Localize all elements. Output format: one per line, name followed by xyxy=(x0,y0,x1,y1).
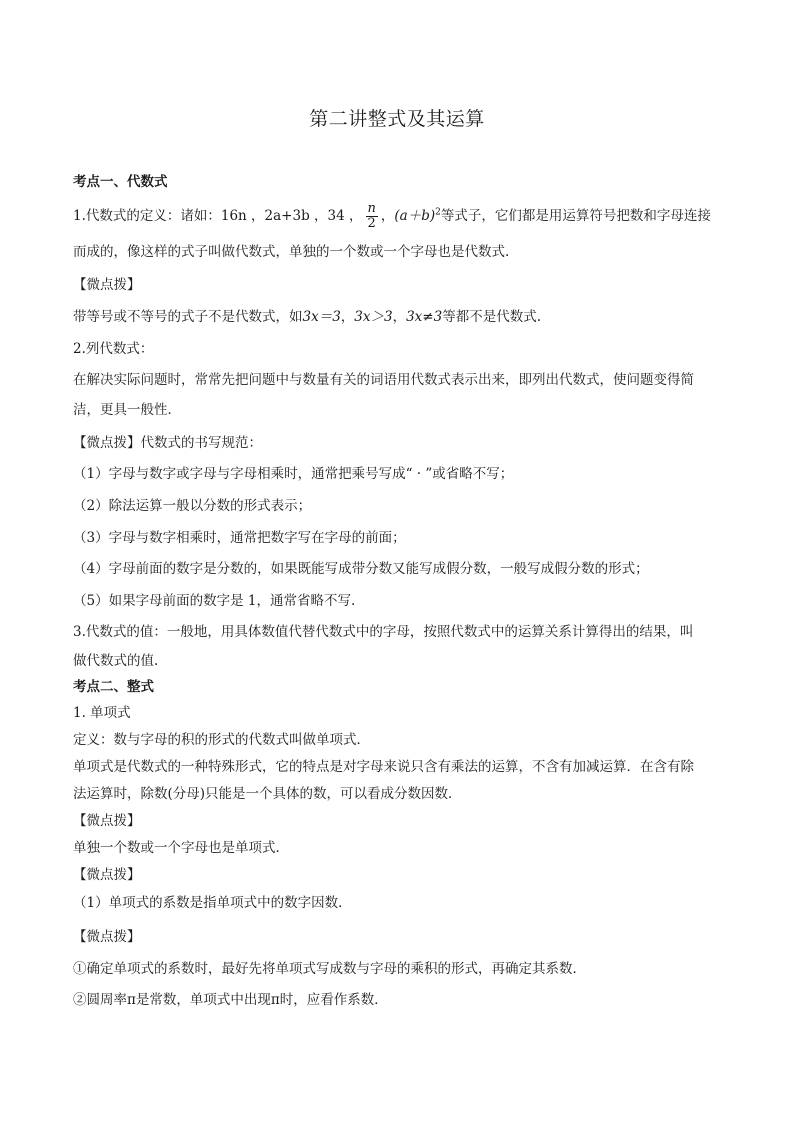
coefficient-definition: （1）单项式的系数是指单项式中的数字因数． xyxy=(73,895,352,911)
monomial-paragraph-1: 单项式是代数式的一种特殊形式，它的特点是对字母来说只含有乘法的运算，不含有加减运算．在含有除 xyxy=(73,759,694,775)
tip-label-2: 【微点拨】 xyxy=(73,813,141,829)
math-gt: 3x＞3 xyxy=(354,309,393,325)
tip-label-4: 【微点拨】 xyxy=(73,929,141,945)
tip-label: 【微点拨】 xyxy=(73,277,141,293)
tip-single-monomial: 单独一个数或一个字母也是单项式． xyxy=(73,840,289,856)
list-paragraph-2: 洁，更具一般性． xyxy=(73,402,181,418)
definition-line-2: 而成的，像这样的式子叫做代数式，单独的一个数或一个字母也是代数式. xyxy=(73,244,510,260)
definition-line-1: 1.代数式的定义：诸如：16n ，2a+3b ，34 ， $\frac{n}{2}$ ，$(a+b)^2$等式子，它们都是用运算符号把数和字母连接 xyxy=(73,201,711,231)
coefficient-tip-1: ①确定单项式的系数时，最好先将单项式写成数与字母的乘积的形式，再确定其系数． xyxy=(73,961,586,977)
value-paragraph-2: 做代数式的值. xyxy=(73,653,159,669)
section-heading-2: 考点二、整式 xyxy=(73,679,154,695)
tip-text: 带等号或不等号的式子不是代数式，如 xyxy=(73,309,303,325)
rule-4: （4）字母前面的数字是分数的，如果既能写成带分数又能写成假分数，一般写成假分数的形式； xyxy=(73,561,649,577)
tip-label-3: 【微点拨】 xyxy=(73,867,141,883)
fraction-numerator: n xyxy=(367,201,376,216)
math-expression: (a＋b) xyxy=(394,208,436,224)
definition-text-cont: 等式子，它们都是用运算符号把数和字母连接 xyxy=(440,208,711,224)
tip-line xyxy=(73,307,733,327)
list-paragraph-1: 在解决实际问题时，常常先把问题中与数量有关的词语用代数式表示出来，即列出代数式，使问题变得简 xyxy=(73,372,694,388)
coefficient-tip-2: ②圆周率π是常数，单项式中出现π时，应看作系数． xyxy=(73,992,388,1008)
section-heading-1: 考点一、代数式 xyxy=(73,174,168,190)
math-eq: 3x＝3 xyxy=(302,309,341,325)
subheading-monomial: 1. 单项式 xyxy=(73,705,131,721)
page-title: 第二讲整式及其运算 xyxy=(309,108,485,130)
list-title: 2.列代数式： xyxy=(73,341,154,357)
tip-text-cont: 等都不是代数式. xyxy=(442,309,541,325)
rule-5: （5）如果字母前面的数字是 1，通常省略不写. xyxy=(73,593,356,609)
tip-writing-rules: 【微点拨】代数式的书写规范： xyxy=(73,435,262,451)
fraction-n-over-2 xyxy=(366,202,378,231)
rule-1: （1）字母与数字或字母与字母相乘时，通常把乘号写成“ · ”或省略不写； xyxy=(73,466,514,482)
math-exponent: 2 xyxy=(435,207,441,218)
rule-2: （2）除法运算一般以分数的形式表示； xyxy=(73,498,312,514)
monomial-definition: 定义：数与字母的积的形式的代数式叫做单项式． xyxy=(73,732,370,748)
definition-text: 1.代数式的定义：诸如：16n ，2a+3b ，34 ， xyxy=(73,208,363,224)
value-paragraph-1: 3.代数式的值：一般地，用具体数值代替代数式中的字母，按照代数式中的运算关系计算得出的结果，叫 xyxy=(73,624,694,640)
fraction-denominator: 2 xyxy=(367,216,376,231)
math-neq: 3x≠3 xyxy=(406,309,443,325)
monomial-paragraph-2: 法运算时，除数(分母)只能是一个具体的数，可以看成分数因数． xyxy=(73,786,462,802)
separator: ， xyxy=(392,309,407,325)
rule-3: （3）字母与数字相乘时，通常把数字写在字母的前面； xyxy=(73,530,406,546)
separator: ， xyxy=(340,309,355,325)
